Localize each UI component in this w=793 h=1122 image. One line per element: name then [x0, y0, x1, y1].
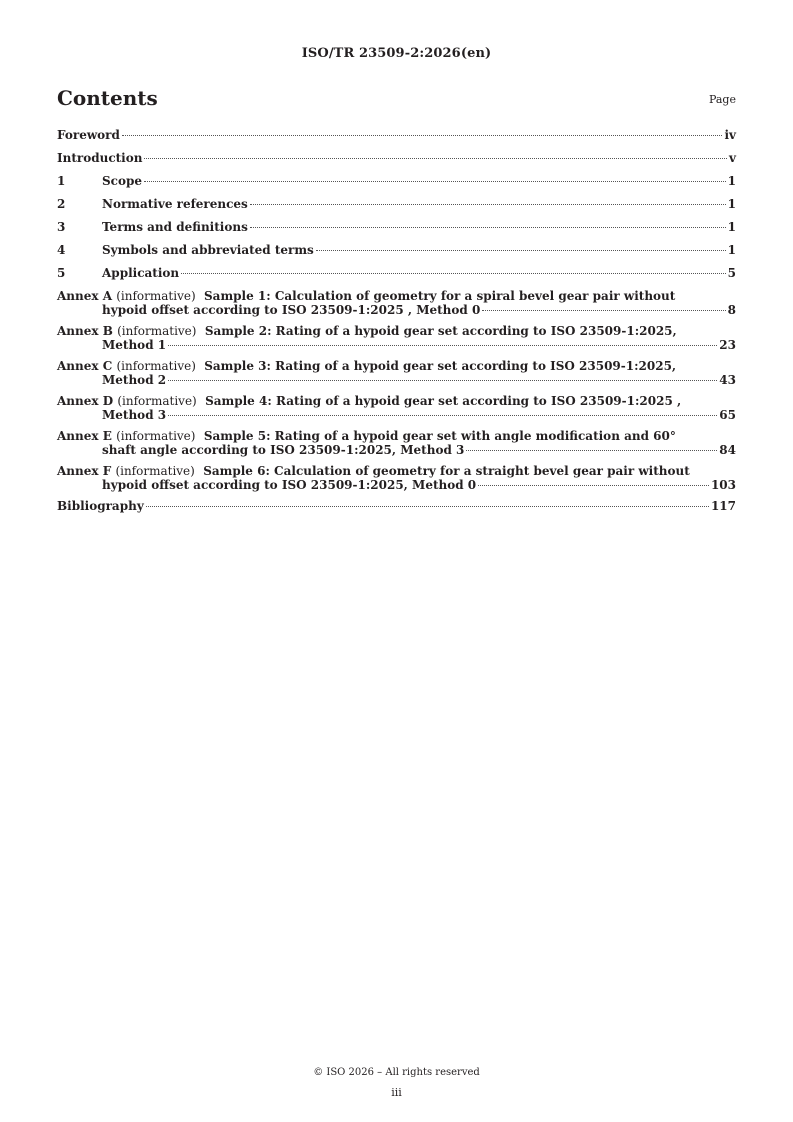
clause-number: 5	[57, 266, 66, 280]
annex-title-line2: shaft angle according to ISO 23509-1:2025, Method 3	[102, 443, 465, 457]
page-column-label: Page	[708, 93, 736, 106]
annex-title-line1: Sample 6: Calculation of geometry for a straight bevel gear pair without	[203, 464, 690, 478]
dot-leader	[250, 227, 726, 228]
toc-entry-page: 1	[727, 197, 736, 211]
toc-entry-clause-5[interactable]	[57, 266, 736, 280]
toc-entry-introduction[interactable]	[57, 151, 736, 165]
toc-entry-annex-e[interactable]	[57, 429, 736, 457]
toc-entry-foreword[interactable]	[57, 128, 736, 142]
annex-type: (informative)	[115, 464, 195, 478]
annex-label: Annex E	[57, 429, 112, 443]
annex-label: Annex D	[57, 394, 114, 408]
annex-label: Annex F	[57, 464, 112, 478]
toc-entry-page: 1	[727, 174, 736, 188]
toc-entry-title: Application	[102, 266, 180, 280]
toc-entry-title: Bibliography	[57, 499, 144, 513]
annex-label: Annex C	[57, 359, 113, 373]
toc-entry-annex-a[interactable]	[57, 289, 736, 317]
annex-type: (informative)	[116, 429, 196, 443]
dot-leader	[168, 345, 717, 346]
toc-entry-clause-3[interactable]	[57, 220, 736, 234]
annex-title-line1: Sample 1: Calculation of geometry for a spiral bevel gear pair without	[204, 289, 676, 303]
dot-leader	[144, 158, 727, 159]
annex-type: (informative)	[116, 359, 196, 373]
contents-title: Contents	[57, 86, 158, 110]
toc-entry-title: Foreword	[57, 128, 120, 142]
toc-entry-page: 5	[727, 266, 736, 280]
toc-entry-annex-d[interactable]	[57, 394, 736, 422]
toc-entry-page: 23	[719, 338, 736, 352]
clause-number: 3	[57, 220, 66, 234]
toc-entry-page: 1	[727, 243, 736, 257]
clause-number: 4	[57, 243, 66, 257]
toc-entry-title: Symbols and abbreviated terms	[102, 243, 314, 257]
annex-title-line2: Method 3	[102, 408, 167, 422]
annex-title-line1: Sample 4: Rating of a hypoid gear set according to ISO 23509-1:2025 ,	[205, 394, 682, 408]
toc-entry-page: v	[729, 151, 736, 165]
toc-entry-page: 1	[727, 220, 736, 234]
dot-leader	[122, 135, 723, 136]
annex-label: Annex B	[57, 324, 113, 338]
dot-leader	[466, 450, 717, 451]
toc-entry-clause-1[interactable]	[57, 174, 736, 188]
toc-entry-annex-b[interactable]	[57, 324, 736, 352]
dot-leader	[316, 250, 726, 251]
toc-entry-title: Scope	[102, 174, 143, 188]
toc-entry-page: 117	[710, 499, 736, 513]
annex-title-line2: Method 2	[102, 373, 167, 387]
annex-title-line2: Method 1	[102, 338, 167, 352]
dot-leader	[146, 506, 709, 507]
toc-entry-page: iv	[724, 128, 736, 142]
clause-number: 2	[57, 197, 66, 211]
toc-entry-annex-c[interactable]	[57, 359, 736, 387]
annex-type: (informative)	[116, 289, 196, 303]
toc-entry-annex-f[interactable]	[57, 464, 736, 492]
document-id: ISO/TR 23509-2:2026(en)	[301, 46, 492, 61]
toc-entry-title: Introduction	[57, 151, 143, 165]
clause-number: 1	[57, 174, 66, 188]
annex-title-line1: Sample 5: Rating of a hypoid gear set with angle modification and 60°	[203, 429, 676, 443]
dot-leader	[168, 380, 717, 381]
toc-entry-title: Terms and definitions	[102, 220, 248, 234]
annex-title-line2: hypoid offset according to ISO 23509-1:2025 , Method 0	[102, 303, 481, 317]
copyright-notice: © ISO 2026 – All rights reserved	[313, 1067, 480, 1078]
dot-leader	[478, 485, 709, 486]
toc-entry-page: 65	[719, 408, 736, 422]
dot-leader	[181, 273, 726, 274]
toc-entry-clause-4[interactable]	[57, 243, 736, 257]
annex-title-line1: Sample 3: Rating of a hypoid gear set according to ISO 23509-1:2025,	[204, 359, 677, 373]
dot-leader	[144, 181, 726, 182]
annex-title-line2: hypoid offset according to ISO 23509-1:2025, Method 0	[102, 478, 477, 492]
toc-entry-page: 8	[727, 303, 736, 317]
toc-entry-page: 103	[710, 478, 736, 492]
dot-leader	[482, 310, 725, 311]
annex-type: (informative)	[117, 324, 197, 338]
annex-title-line1: Sample 2: Rating of a hypoid gear set according to ISO 23509-1:2025,	[204, 324, 677, 338]
toc-entry-clause-2[interactable]	[57, 197, 736, 211]
toc-entry-page: 43	[719, 373, 736, 387]
page-number: iii	[391, 1086, 402, 1099]
toc-entry-title: Normative references	[102, 197, 248, 211]
table-of-contents	[57, 128, 736, 522]
dot-leader	[250, 204, 726, 205]
dot-leader	[168, 415, 717, 416]
toc-entry-page: 84	[719, 443, 736, 457]
toc-entry-bibliography[interactable]	[57, 499, 736, 513]
annex-type: (informative)	[117, 394, 197, 408]
annex-label: Annex A	[57, 289, 113, 303]
